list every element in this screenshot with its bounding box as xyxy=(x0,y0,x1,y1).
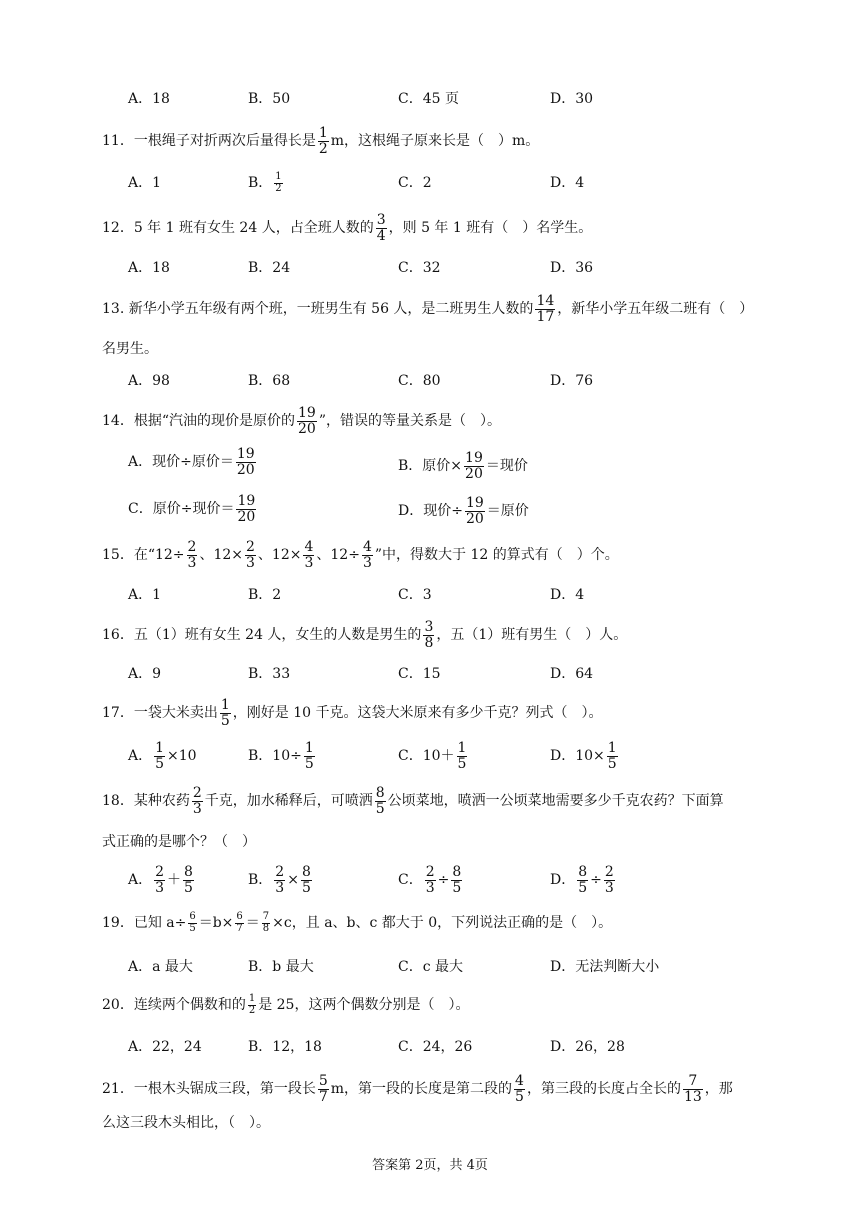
q15-option-a: A．1 xyxy=(128,587,162,603)
q16-option-d: D．64 xyxy=(550,666,594,682)
q17-option-b: B．10÷ $\frac{1}{5}$ xyxy=(248,740,314,772)
q16-stem: 16．五（1）班有女生 24 人，女生的人数是男生的 $\frac{3}{8}$ ，五（1）班有男生（ ）人。 xyxy=(102,619,628,651)
q20-option-b: B．12，18 xyxy=(248,1039,322,1055)
q12-option-d: D．36 xyxy=(550,260,594,276)
q13-stem: 13. 新华小学五年级有两个班，一班男生有 56 人，是二班男生人数的 $\frac{14}{17}$ ，新华小学五年级二班有（ ） xyxy=(102,293,754,325)
q15-option-c: C．3 xyxy=(398,587,432,603)
q11-option-b: B． $\frac{1}{2}$ xyxy=(248,171,282,194)
q13-option-c: C．80 xyxy=(398,373,441,389)
q19-stem: 19．已知 a÷ $\frac{6}{5}$ ＝b× $\frac{6}{7}$ ＝ $\frac{7}{8}$ ×c，且 a、b、c 都大于 0，下列说法正确的是（ ）。 xyxy=(102,911,613,934)
q14-option-d: D．现价÷ $\frac{19}{20}$ ＝原价 xyxy=(398,495,529,527)
q14-option-b: B．原价× $\frac{19}{20}$ ＝现价 xyxy=(398,450,528,482)
q12-option-b: B．24 xyxy=(248,260,291,276)
q20-option-d: D．26，28 xyxy=(550,1039,625,1055)
q16-option-c: C．15 xyxy=(398,666,441,682)
q18-option-d: D． $\frac{8}{5}$ ÷ $\frac{2}{3}$ xyxy=(550,864,614,896)
q14-option-c: C．原价÷现价＝ $\frac{19}{20}$ xyxy=(128,493,256,525)
q20-option-a: A．22，24 xyxy=(128,1039,202,1055)
q13-stem-cont: 名男生。 xyxy=(102,341,158,357)
q14-stem: 14．根据“汽油的现价是原价的 $\frac{19}{20}$ ”，错误的等量关系是（ ）。 xyxy=(102,405,501,437)
q15-option-d: D．4 xyxy=(550,587,585,603)
q18-stem-cont: 式正确的是哪个？（ ） xyxy=(102,834,256,850)
q17-option-a: A． $\frac{1}{5}$ ×10 xyxy=(128,740,197,772)
q11-option-a: A．1 xyxy=(128,175,162,191)
q19-option-d: D．无法判断大小 xyxy=(550,959,660,975)
q18-stem: 18．某种农药 $\frac{2}{3}$ 千克，加水稀释后，可喷洒 $\frac{8}{5}$ 公顷菜地，喷洒一公顷菜地需要多少千克农药？下面算 xyxy=(102,785,724,817)
q17-option-d: D．10× $\frac{1}{5}$ xyxy=(550,740,617,772)
q11-stem: 11．一根绳子对折两次后量得长是 $\frac{1}{2}$ m，这根绳子原来长是（ ）m。 xyxy=(102,125,540,157)
q18-option-b: B． $\frac{2}{3}$ × $\frac{8}{5}$ xyxy=(248,864,311,896)
q10-option-c: C．45 页 xyxy=(398,91,459,107)
q12-stem: 12．5 年 1 班有女生 24 人，占全班人数的 $\frac{3}{4}$ ，则 5 年 1 班有（ ）名学生。 xyxy=(102,212,593,244)
q19-option-a: A．a 最大 xyxy=(128,959,193,975)
q15-stem: 15．在“12÷ $\frac{2}{3}$ 、12× $\frac{2}{3}$ 、12× $\frac{4}{3}$ 、12÷ $\frac{4}{3}$ ”中，得数大于 12 的算式有（ ）个。 xyxy=(102,539,619,571)
q16-option-a: A．9 xyxy=(128,666,162,682)
q21-stem: 21．一根木头锯成三段，第一段长 $\frac{5}{7}$ m，第一段的长度是第二段的 $\frac{4}{5}$ ，第三段的长度占全长的 $\frac{7}{13}$ ，那 xyxy=(102,1073,733,1105)
q10-option-d: D．30 xyxy=(550,91,594,107)
q12-option-c: C．32 xyxy=(398,260,441,276)
q13-option-b: B．68 xyxy=(248,373,291,389)
q19-option-c: C．c 最大 xyxy=(398,959,464,975)
q19-option-b: B．b 最大 xyxy=(248,959,314,975)
q17-option-c: C．10＋ $\frac{1}{5}$ xyxy=(398,740,467,772)
q10-option-b: B．50 xyxy=(248,91,291,107)
q11-option-c: C．2 xyxy=(398,175,432,191)
q18-option-a: A． $\frac{2}{3}$ ＋ $\frac{8}{5}$ xyxy=(128,864,193,896)
q13-option-d: D．76 xyxy=(550,373,594,389)
page-footer: 答案第 2页，共 4页 xyxy=(372,1158,488,1173)
q12-option-a: A．18 xyxy=(128,260,170,276)
q15-option-b: B．2 xyxy=(248,587,282,603)
q17-stem: 17．一袋大米卖出 $\frac{1}{5}$ ，刚好是 10 千克。这袋大米原来有多少千克？列式（ ）。 xyxy=(102,697,603,729)
q11-option-d: D．4 xyxy=(550,175,585,191)
q18-option-c: C． $\frac{2}{3}$ ÷ $\frac{8}{5}$ xyxy=(398,864,462,896)
q14-option-a: A．现价÷原价＝ $\frac{19}{20}$ xyxy=(128,446,255,478)
q20-option-c: C．24，26 xyxy=(398,1039,473,1055)
q21-stem-cont: 么这三段木头相比，（ ）。 xyxy=(102,1115,270,1131)
q10-option-a: A．18 xyxy=(128,91,170,107)
q16-option-b: B．33 xyxy=(248,666,291,682)
q13-option-a: A．98 xyxy=(128,373,170,389)
q20-stem: 20．连续两个偶数和的 $\frac{1}{2}$ 是 25，这两个偶数分别是（ ）。 xyxy=(102,993,470,1016)
